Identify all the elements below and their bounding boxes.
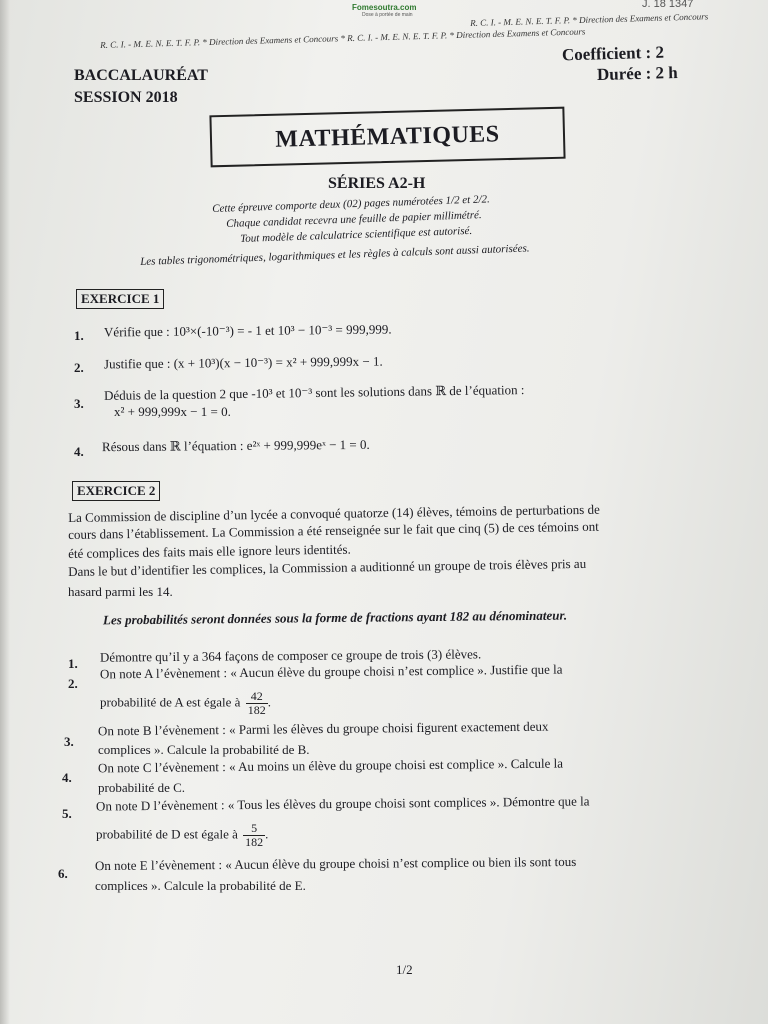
question-text: Justifie que : (x + 10³)(x − 10⁻³) = x² + 999,999x − 1. (103, 353, 383, 372)
exercise-2-heading: EXERCICE 2 (72, 481, 160, 501)
coefficient-label: Coefficient : 2 (561, 42, 665, 65)
question-text: Résous dans ℝ l’équation : e²ˣ + 999,999eˣ − 1 = 0. (101, 436, 370, 455)
intro-line: Cette épreuve comporte deux (02) pages numérotées 1/2 et 2/2. (212, 193, 491, 215)
question-text: On note E l’évènement : « Aucun élève du groupe choisi n’est complice ou bien ils sont tous (94, 853, 577, 874)
institution-line-top: R. C. I. - M. E. N. E. T. F. P. * Direction des Examens et Concours (470, 11, 709, 28)
question-text-cont: probabilité de A est égale à $\frac{42}{182}$ . (100, 689, 271, 717)
fraction (246, 690, 268, 717)
statement-line: été complices des faits mais elle ignore leurs identités. (68, 541, 351, 561)
page-edge-shadow (0, 0, 10, 1024)
institution-line: R. C. I. - M. E. N. E. T. F. P. * Direction des Examens et Concours * R. C. I. - M. E. N. E. T. F. P. * Direction des Examens et Concours (100, 26, 586, 50)
question-number: 3. (74, 396, 84, 411)
question-number: 3. (64, 734, 74, 749)
question-text: probabilité de C. (98, 780, 186, 795)
question-text: probabilité de D est égale à (96, 826, 238, 842)
fraction (243, 822, 265, 849)
question-text-cont: probabilité de D est égale à $\frac{5}{182}$ . (96, 821, 269, 849)
question-number: 2. (68, 676, 78, 691)
question-text: complices ». Calcule la probabilité de B. (98, 742, 310, 757)
question-text: On note A l’évènement : « Aucun élève du groupe choisi n’est complice ». Justifie que la (99, 661, 563, 682)
duration-label: Durée : 2 h (596, 62, 678, 85)
statement-line: La Commission de discipline d’un lycée a convoqué quatorze (14) élèves, témoins de perturbations de (68, 501, 600, 525)
intro-line: Tout modèle de calculatrice scientifique est autorisé. (240, 224, 473, 245)
fraction-numerator: 42 (246, 690, 268, 704)
question-number: 4. (62, 770, 72, 785)
question-text: Démontre qu’il y a 364 façons de composer ce groupe de trois (3) élèves. (99, 646, 482, 665)
question-number: 1. (74, 328, 84, 343)
statement-line: cours dans l’établissement. La Commission a été renseignée sur le fait que cinq (5) de ces témoins ont (68, 518, 599, 542)
fraction-denominator: 182 (247, 703, 266, 717)
site-logo-tagline: Dose à portée de main (362, 12, 413, 18)
question-number: 6. (58, 866, 68, 881)
session-label: SESSION 2018 (74, 89, 178, 106)
intro-line: Chaque candidat recevra une feuille de papier millimétré. (226, 209, 482, 230)
question-text: complices ». Calcule la probabilité de E. (95, 878, 306, 893)
exercise-1-heading: EXERCICE 1 (76, 289, 164, 309)
fraction-numerator: 5 (243, 822, 265, 836)
intro-line: Les tables trigonométriques, logarithmiques et les règles à calculs sont aussi autorisées. (140, 242, 530, 268)
question-number: 5. (62, 806, 72, 821)
site-logo: Fomesoutra.com (352, 3, 417, 12)
page-number: 1/2 (396, 962, 413, 977)
question-text: Déduis de la question 2 que -10³ et 10⁻³ sont les solutions dans ℝ de l’équation : (103, 382, 525, 403)
question-text: probabilité de A est égale à (100, 694, 241, 710)
question-text: On note B l’évènement : « Parmi les élèves du groupe choisi figurent exactement deux (97, 718, 549, 739)
statement-line: Dans le but d’identifier les complices, la Commission a auditionné un groupe de trois élèves pris au (68, 555, 587, 579)
question-text: On note C l’évènement : « Au moins un élève du groupe choisi est complice ». Calcule la (97, 755, 564, 776)
fraction-denominator: 182 (245, 835, 264, 849)
exam-name: BACCALAURÉAT (74, 67, 208, 84)
statement-line: hasard parmi les 14. (68, 584, 173, 599)
question-number: 1. (68, 656, 78, 671)
probability-note: Les probabilités seront données sous la forme de fractions ayant 182 au dénominateur. (102, 607, 568, 628)
question-text: On note D l’évènement : « Tous les élèves du groupe choisi sont complices ». Démontre que la (95, 793, 590, 814)
question-text: Vérifie que : 10³×(-10⁻³) = - 1 et 10³ − 10⁻³ = 999,999. (103, 321, 392, 340)
question-number: 4. (74, 444, 84, 459)
document-reference: J. 18 1347 (642, 0, 694, 10)
question-number: 2. (74, 360, 84, 375)
question-equation: x² + 999,999x − 1 = 0. (114, 404, 231, 419)
series-label: SÉRIES A2-H (328, 175, 426, 192)
subject-title: MATHÉMATIQUES (209, 107, 565, 168)
